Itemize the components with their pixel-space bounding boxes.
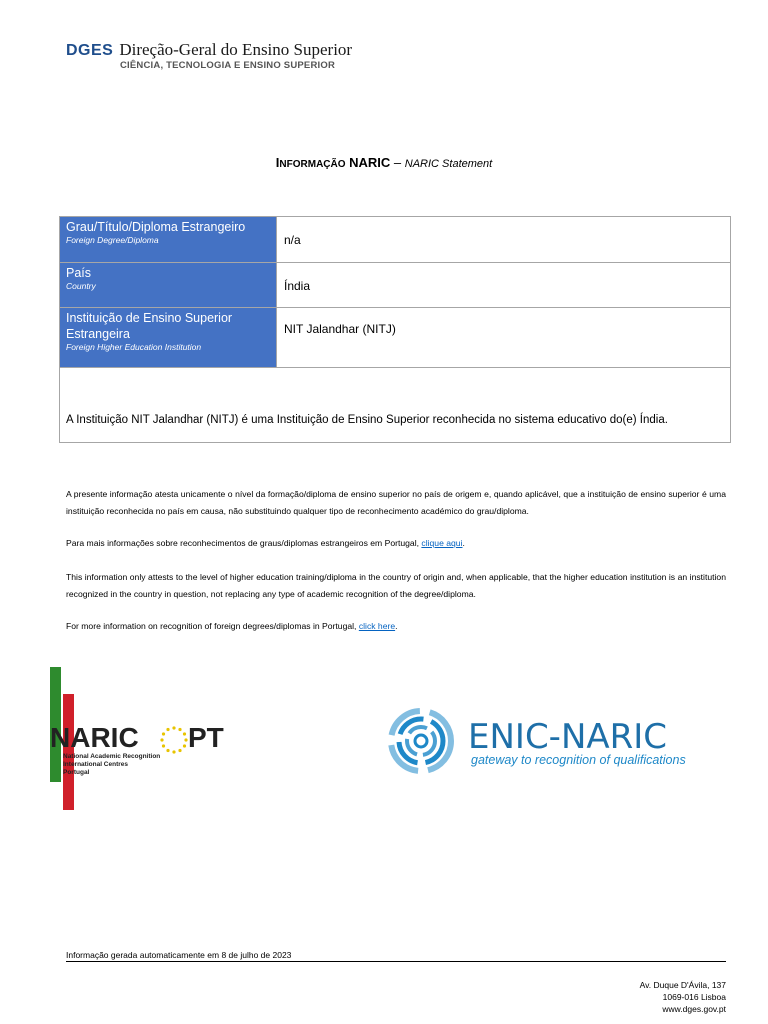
address-line2: 1069-016 Lisboa [662,992,726,1002]
note-en-disclaimer: This information only attests to the level of higher education training/diploma in the country of origin and, when applicable, that the higher education institution is an institution recognized in the country in question, not replacing any type of academic recognition of the degree/diploma. [66,572,726,599]
note-en-more [66,618,726,635]
dges-acronym: DGES [66,42,114,59]
table-row-institution [60,308,730,368]
note-pt-more-text: Para mais informações sobre reconhecimentos de graus/diplomas estrangeiros em Portugal, [66,538,422,548]
note-period: . [462,538,465,548]
label-pt: Grau/Título/Diploma Estrangeiro [66,220,246,234]
naric-wordmark: NARIC [50,722,139,753]
link-clique-aqui[interactable]: clique aqui [421,538,463,548]
address-line1: Av. Duque D'Ávila, 137 [639,980,726,990]
naric-pt-logo [50,667,250,810]
label-cell [60,217,277,262]
title-rest: NFORMAÇÃO [279,159,346,170]
footer-address [640,979,726,1015]
note-pt-disclaimer: A presente informação atesta unicamente o nível da formação/diploma de ensino superior no país de origem e, quando aplicável, que a instituição de ensino superior é uma instituição reconhecida no país em causa, não substituindo qualquer tipo de reconhecimento académico do grau/diploma. [66,489,726,516]
naric-line3: Portugal [63,769,90,776]
enic-swirl-icon [391,711,451,771]
title-first-letter: I [275,155,280,170]
naric-line1: National Academic Recognition [63,753,161,760]
eu-stars-icon [160,726,187,753]
label-en: Country [66,281,96,291]
value-institution: NIT Jalandhar (NITJ) [284,322,396,336]
enic-tagline: gateway to recognition of qualifications [471,753,686,767]
website: www.dges.gov.pt [662,1004,726,1014]
naric-line2: International Centres [63,761,129,768]
label-cell [60,263,277,307]
note-period: . [395,621,398,631]
label-pt: País [66,266,92,280]
note-pt-more [66,535,726,552]
label-cell [60,308,277,367]
dges-header [66,40,353,71]
label-en: Foreign Higher Education Institution [66,342,202,352]
generated-note: Informação gerada automaticamente em 8 de julho de 2023 [66,950,292,960]
footer-divider [66,961,726,962]
table-row-degree [60,217,730,263]
dges-name: Direção-Geral do Ensino Superior [119,40,353,59]
value-degree: n/a [284,233,301,247]
title-naric: NARIC [349,155,391,170]
page-title [0,155,768,170]
title-english: NARIC Statement [404,158,493,170]
table-row-country [60,263,730,308]
note-en-more-text: For more information on recognition of foreign degrees/diplomas in Portugal, [66,621,359,631]
label-en: Foreign Degree/Diploma [66,235,159,245]
enic-title: ENIC-NARIC [468,717,668,757]
link-click-here[interactable]: click here [358,621,396,631]
label-pt: Instituição de Ensino Superior Estrangeira [66,311,233,341]
dges-subtitle: CIÊNCIA, TECNOLOGIA E ENSINO SUPERIOR [120,60,336,71]
naric-pt-wordmark: PT [188,722,224,753]
naric-table [59,216,731,443]
title-separator: – [390,155,405,170]
value-country: Índia [284,279,311,293]
recognition-statement: A Instituição NIT Jalandhar (NITJ) é uma Instituição de Ensino Superior reconhecida no sistema educativo do(e) Índia. [66,414,668,426]
enic-naric-logo [386,706,716,776]
